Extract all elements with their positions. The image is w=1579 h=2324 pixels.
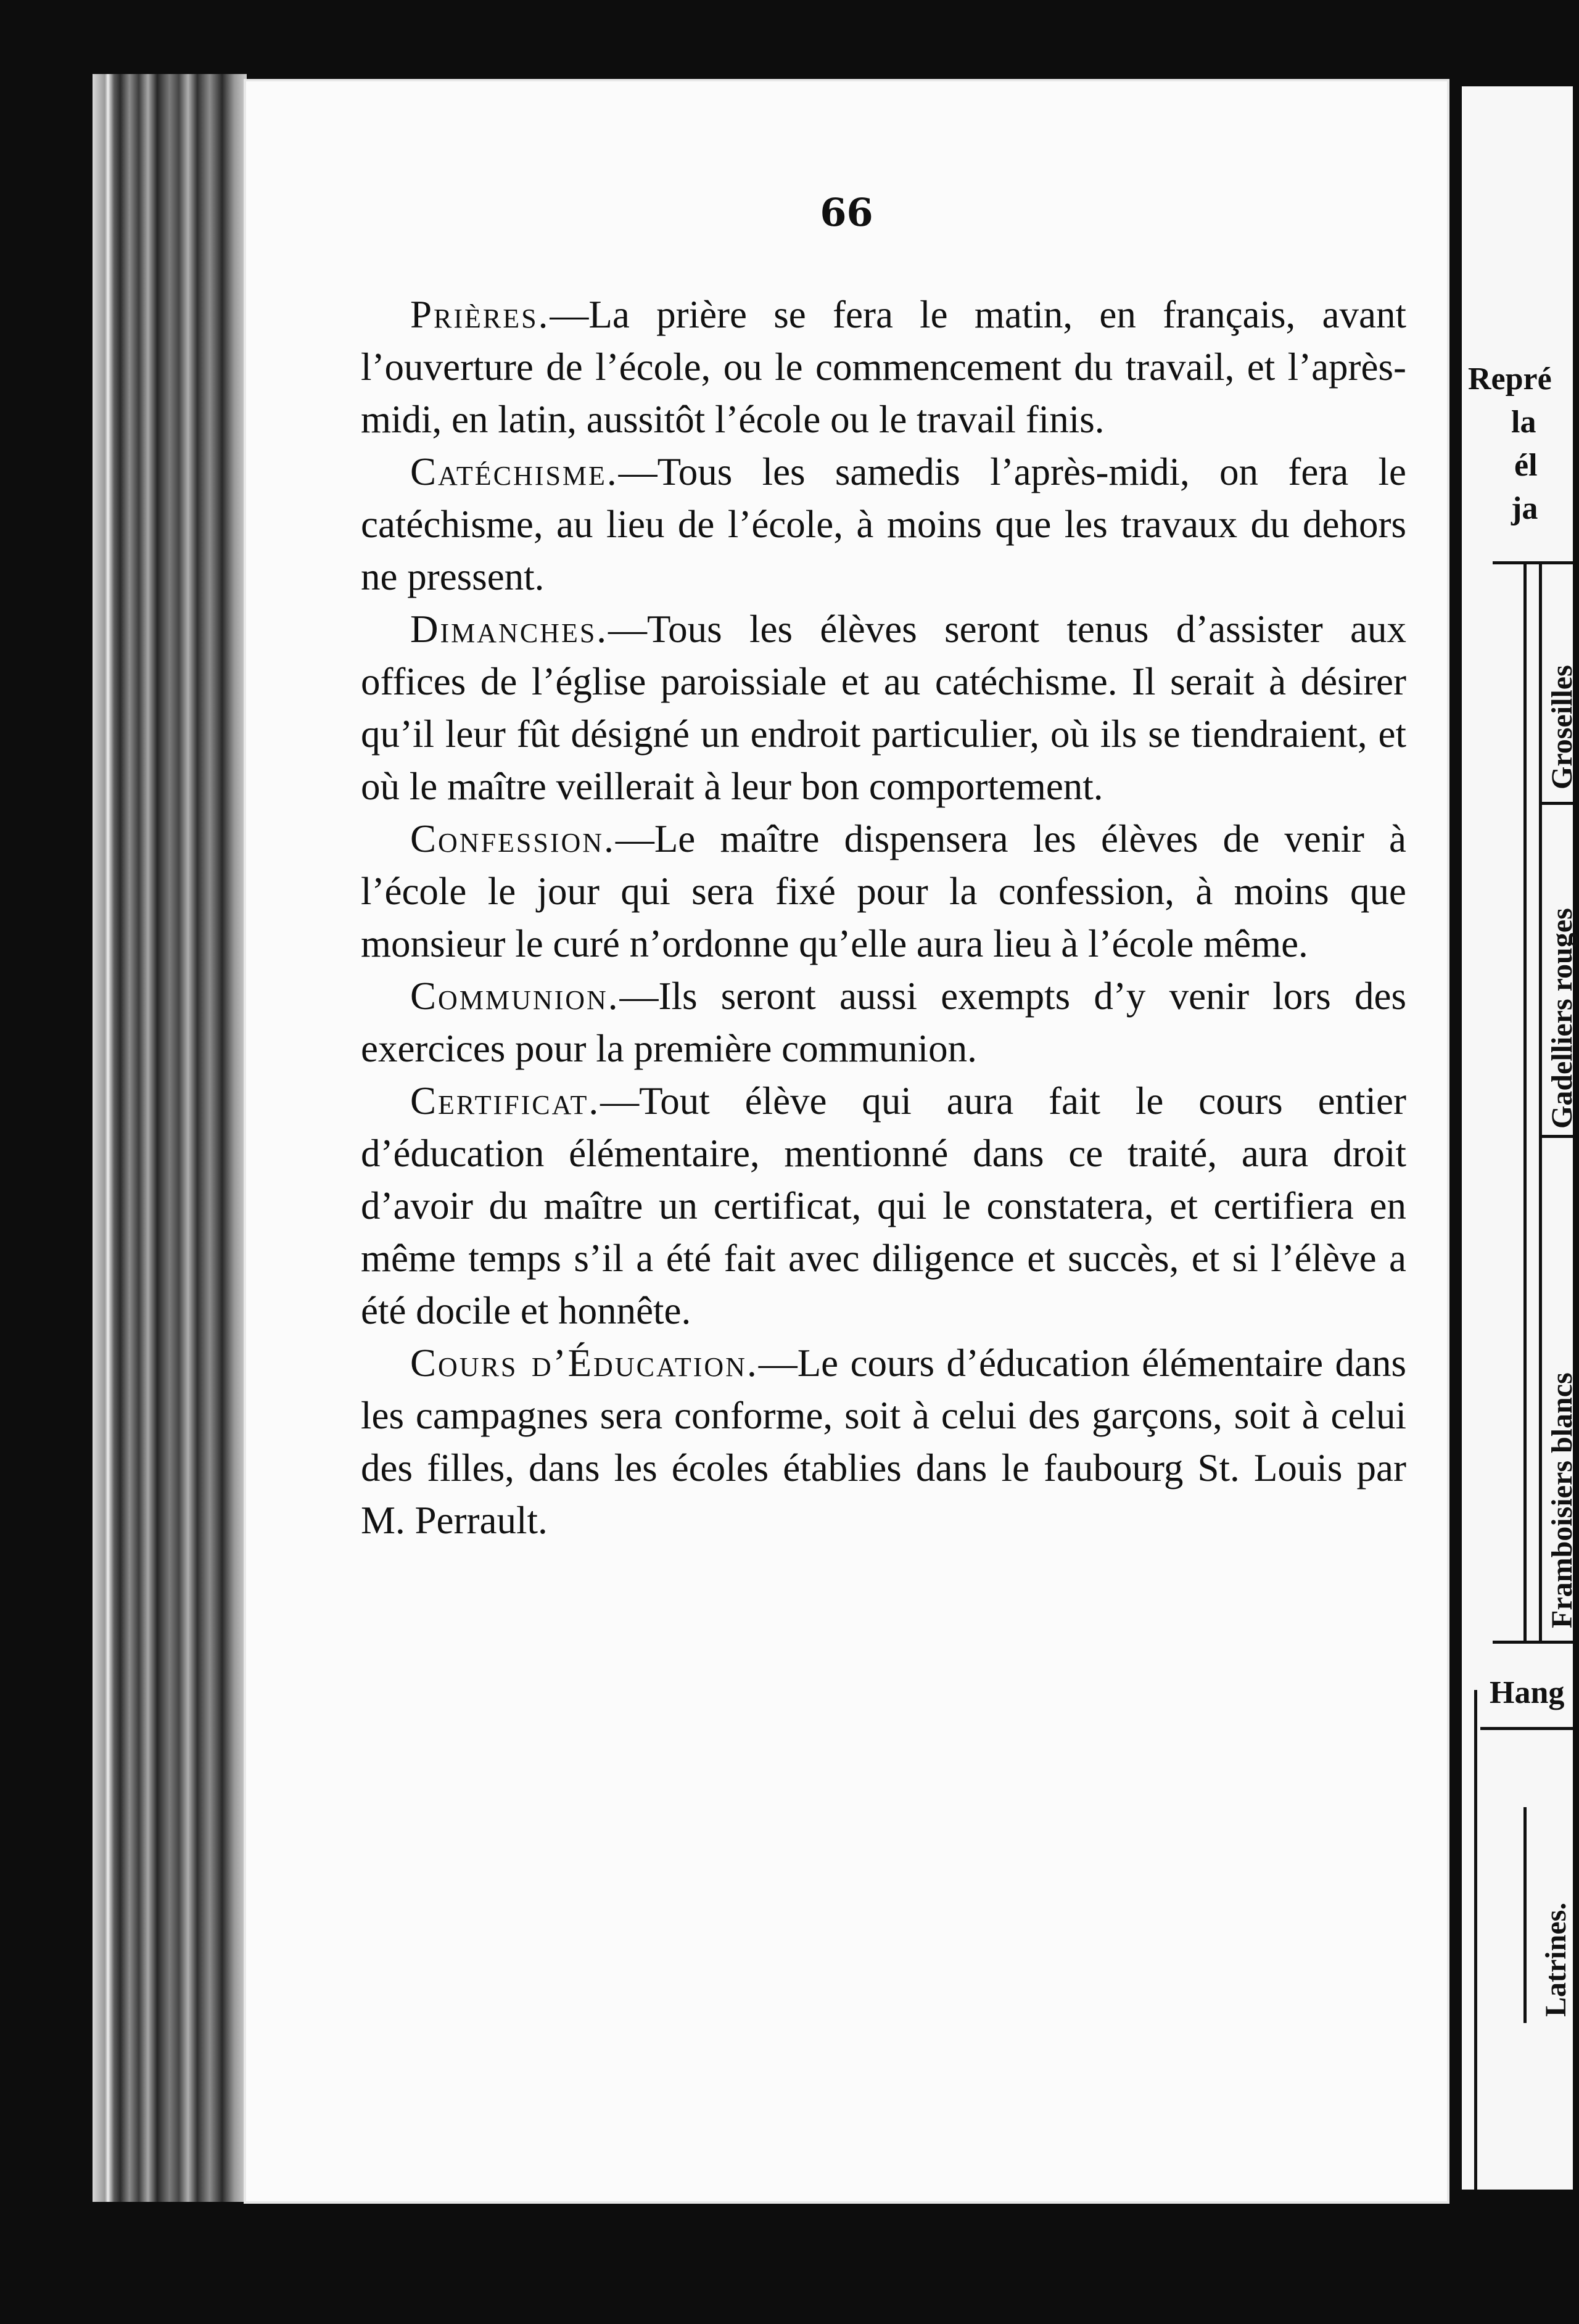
facing-page-fragment — [1462, 86, 1578, 2190]
facing-line: él — [1514, 448, 1538, 483]
paragraph-heading: Prières. — [410, 293, 550, 336]
paragraph-heading: Dimanches. — [410, 608, 609, 651]
facing-vertical-label: Latrines. — [1540, 1902, 1572, 2017]
table-rule — [1493, 1641, 1573, 1644]
table-rule — [1493, 561, 1573, 564]
paragraph-body: —La prière se fera le matin, en français, avant l’ouverture de l’école, ou le commencement du travail, et l’après-midi, en latin, aussitôt l’école ou le travail finis. — [361, 293, 1406, 441]
paragraph-confession — [361, 813, 1406, 970]
paragraph-body: —Tous les samedis l’après-midi, on fera le catéchisme, au lieu de l’école, à moins que les travaux du dehors ne pressent. — [361, 450, 1406, 598]
facing-vertical-label: Framboisiers blancs — [1546, 1372, 1578, 1628]
facing-line: ja — [1511, 491, 1538, 526]
facing-line: Hang — [1490, 1675, 1565, 1710]
page-number: 66 — [820, 190, 873, 235]
page-text — [361, 289, 1406, 1547]
paragraph-dimanches — [361, 603, 1406, 813]
facing-vertical-label: Groseilles — [1546, 665, 1578, 789]
book-page — [244, 79, 1449, 2204]
table-rule — [1542, 1135, 1573, 1138]
paragraph-heading: Catéchisme. — [410, 450, 619, 493]
paragraph-body: —Tous les élèves seront tenus d’assister aux offices de l’église paroissiale et au catéchisme. Il serait à désirer qu’il leur fût désigné un endroit particulier, où ils se tiendraient, et où le maître veillerait à leur bon comportement. — [361, 608, 1406, 808]
paragraph-cours-education — [361, 1337, 1406, 1547]
facing-vertical-label: Gadelliers rouges — [1546, 908, 1578, 1129]
paragraph-heading: Confession. — [410, 817, 616, 860]
paragraph-communion — [361, 970, 1406, 1075]
facing-line: Repré — [1468, 361, 1552, 397]
paragraph-prieres — [361, 289, 1406, 446]
paragraph-certificat — [361, 1075, 1406, 1337]
paragraph-heading: Certificat. — [410, 1079, 601, 1123]
table-rule — [1539, 564, 1542, 1644]
paragraph-catechisme — [361, 446, 1406, 603]
table-rule — [1480, 1727, 1573, 1730]
facing-line: la — [1511, 405, 1536, 440]
table-rule — [1474, 1690, 1477, 2190]
table-rule — [1523, 1807, 1527, 2023]
paragraph-body: —Le cours d’éducation élémentaire dans les campagnes sera conforme, soit à celui des garçons, soit à celui des filles, dans les écoles établies dans le faubourg St. Louis par M. Perrault. — [361, 1341, 1407, 1542]
paragraph-heading: Cours d’Éducation. — [410, 1341, 759, 1385]
paragraph-body: —Ils seront aussi exempts d’y venir lors des exercices pour la première communion. — [361, 975, 1406, 1070]
paragraph-body: —Le maître dispensera les élèves de venir à l’école le jour qui sera fixé pour la confession, à moins que monsieur le curé n’ordonne qu’elle aura lieu à l’école même. — [361, 817, 1406, 965]
table-rule — [1542, 802, 1573, 805]
paragraph-heading: Communion. — [410, 975, 620, 1018]
table-rule — [1523, 564, 1527, 1644]
book-page-edges — [93, 74, 247, 2202]
paragraph-body: —Tout élève qui aura fait le cours entier d’éducation élémentaire, mentionné dans ce traité, aura droit d’avoir du maître un certificat, qui le constatera, et certifiera en même temps s’il a été fait avec diligence et succès, et si l’élève a été docile et honnête. — [361, 1079, 1406, 1332]
